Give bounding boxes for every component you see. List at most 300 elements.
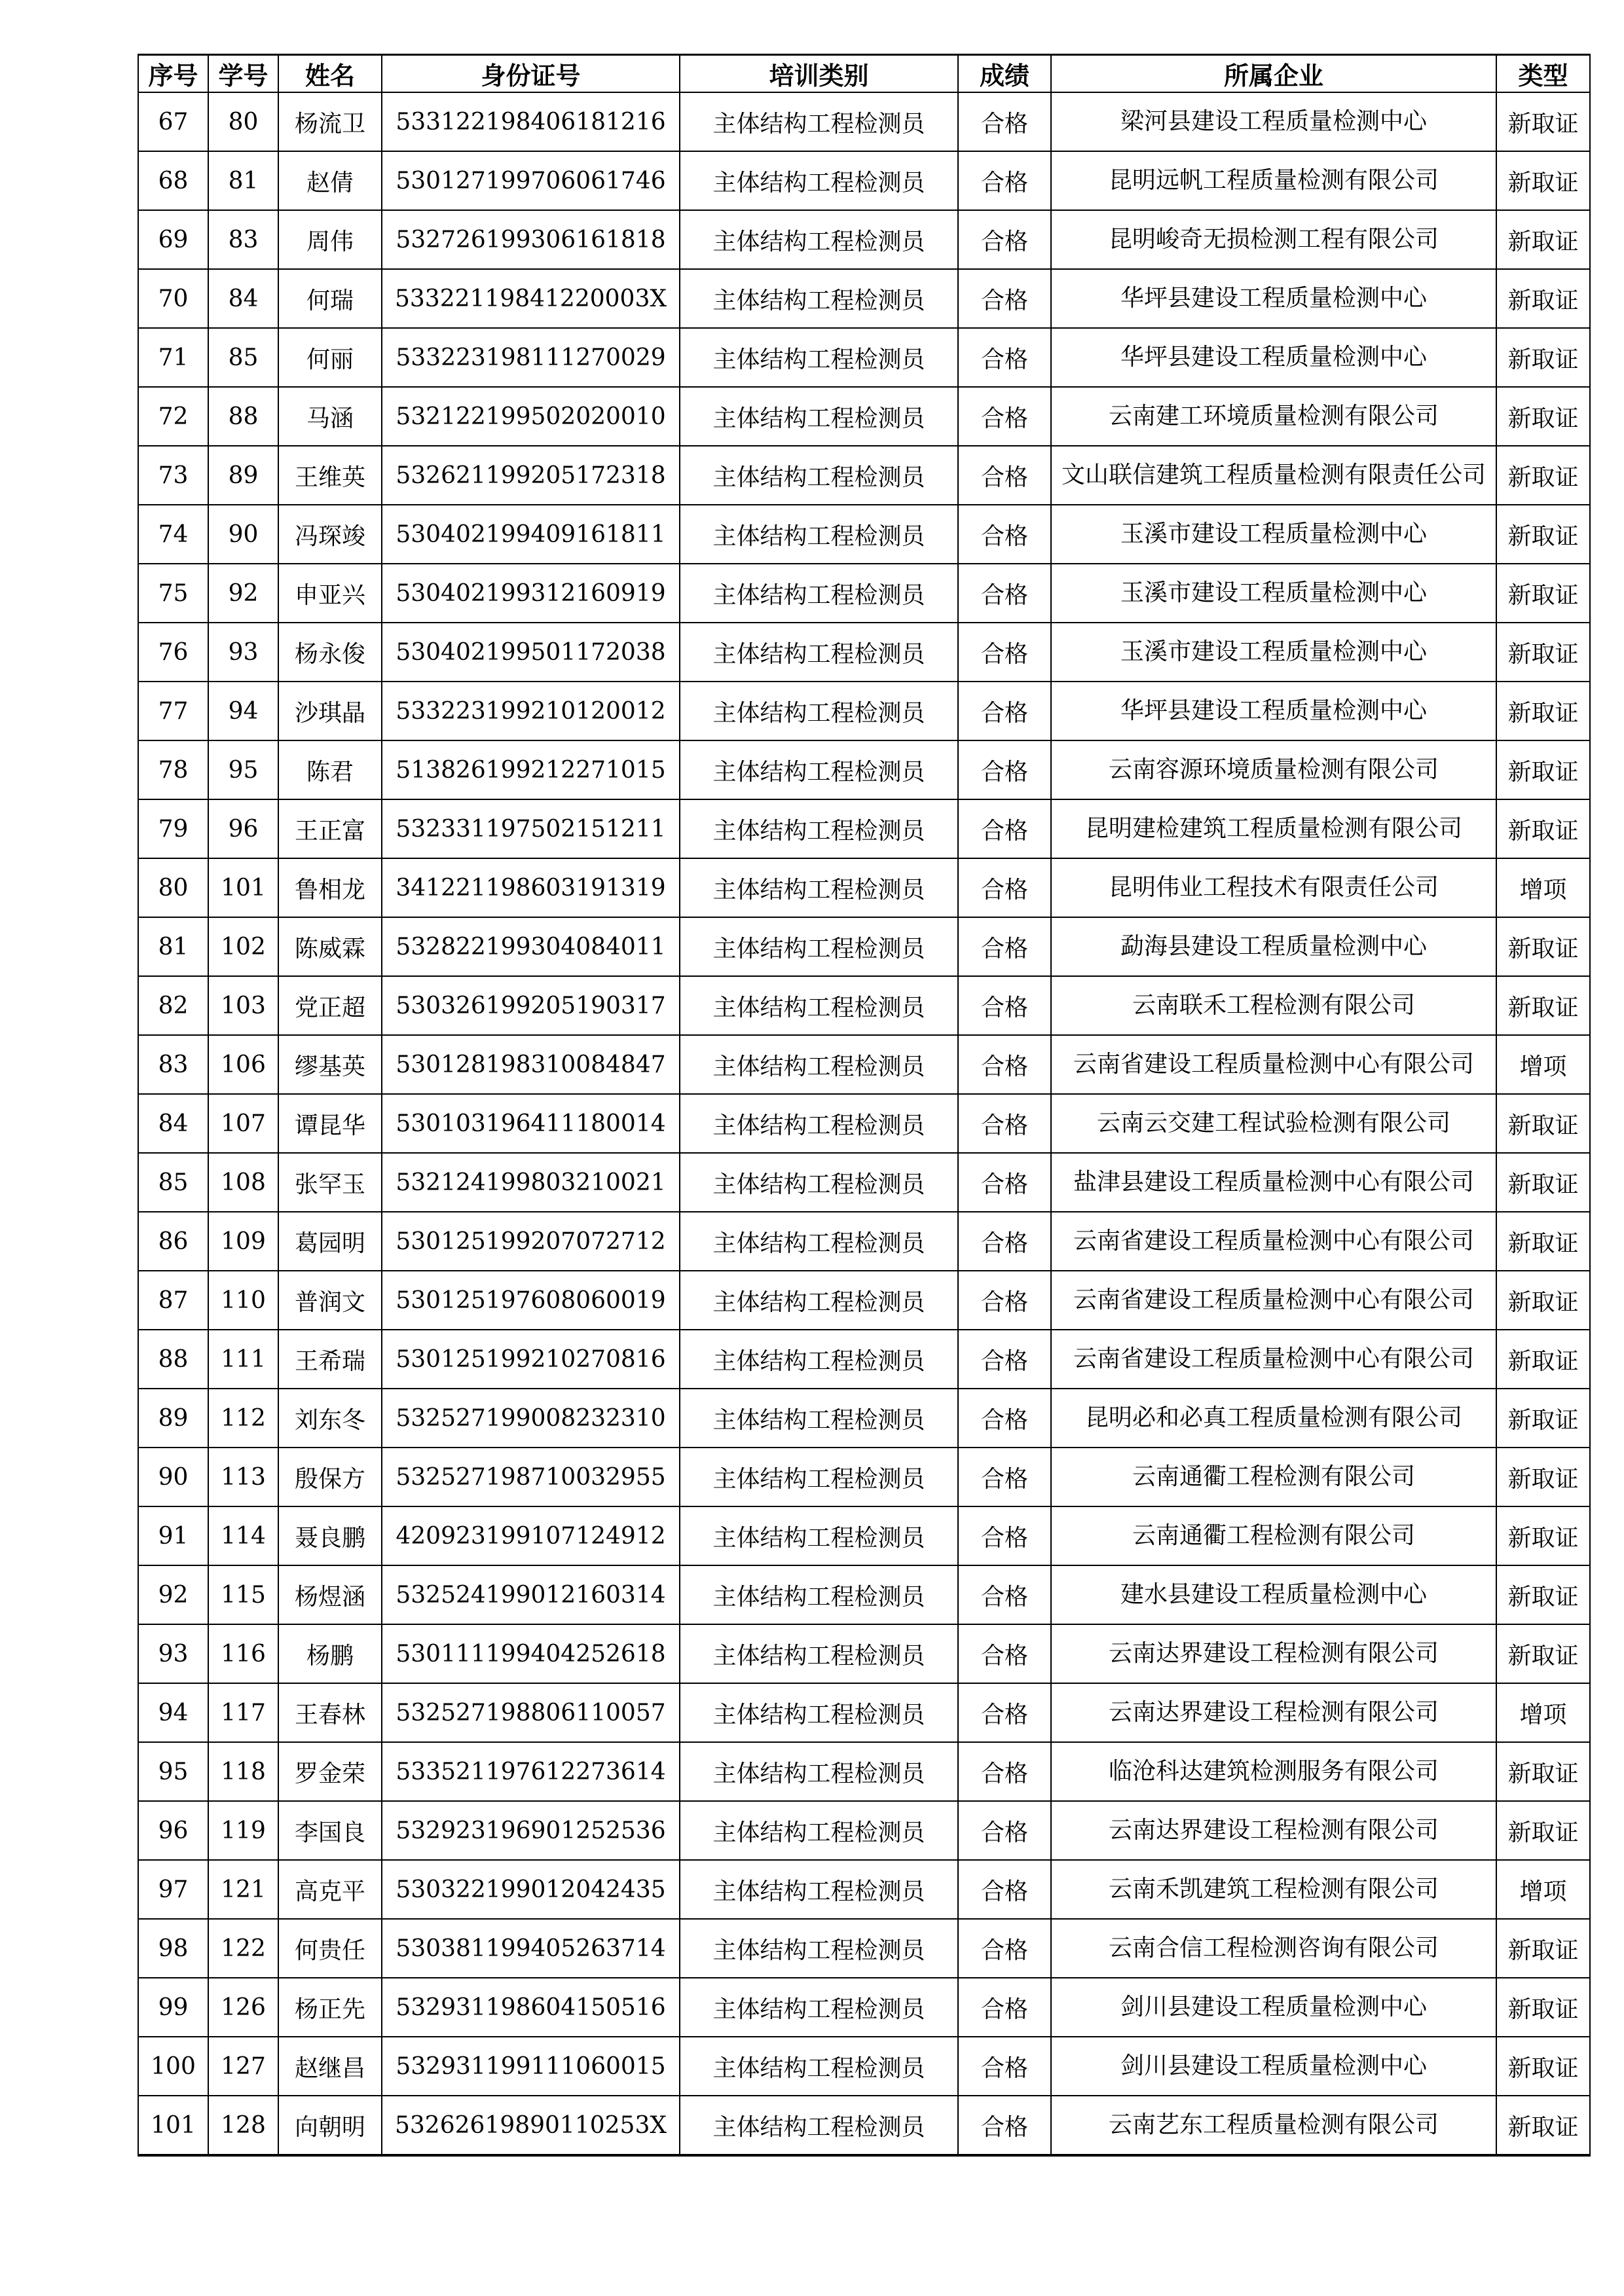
cell-company <box>1051 1801 1496 1860</box>
table-row <box>138 505 1590 564</box>
cell-training-category: 主体结构工程检测员 <box>680 1978 958 2037</box>
cell-training-category: 主体结构工程检测员 <box>680 387 958 446</box>
company-text: 云南省建设工程质量检测中心有限公司 <box>1073 1228 1474 1254</box>
table-row <box>138 1801 1590 1860</box>
cell-company <box>1051 682 1496 740</box>
company-text: 华坪县建设工程质量检测中心 <box>1120 697 1427 724</box>
cell-student-no: 89 <box>208 446 278 505</box>
cell-seq: 87 <box>138 1271 208 1330</box>
header-seq: 序号 <box>138 55 208 93</box>
cell-seq: 88 <box>138 1330 208 1389</box>
table-row <box>138 1565 1590 1624</box>
cell-id-number: 532524199012160314 <box>382 1565 680 1624</box>
cell-name: 马涵 <box>278 387 382 446</box>
cell-student-no: 116 <box>208 1624 278 1683</box>
table-row <box>138 1153 1590 1212</box>
cell-result: 合格 <box>958 1565 1051 1624</box>
company-text: 云南省建设工程质量检测中心有限公司 <box>1073 1051 1474 1078</box>
cell-id-number: 532527198806110057 <box>382 1683 680 1742</box>
cell-student-no: 93 <box>208 623 278 682</box>
cell-result: 合格 <box>958 682 1051 740</box>
company-text: 昆明伟业工程技术有限责任公司 <box>1108 874 1439 901</box>
cell-name: 申亚兴 <box>278 564 382 623</box>
cell-seq: 79 <box>138 799 208 858</box>
cell-seq: 70 <box>138 269 208 328</box>
cell-name: 王正富 <box>278 799 382 858</box>
cell-company <box>1051 151 1496 210</box>
company-text: 昆明必和必真工程质量检测有限公司 <box>1084 1404 1462 1431</box>
table-body <box>138 92 1590 2155</box>
table-row <box>138 328 1590 387</box>
table-row <box>138 1683 1590 1742</box>
cell-student-no: 101 <box>208 858 278 917</box>
cell-result: 合格 <box>958 1624 1051 1683</box>
cell-name: 赵继昌 <box>278 2037 382 2096</box>
cell-id-number: 530402199501172038 <box>382 623 680 682</box>
cell-type: 新取证 <box>1496 210 1590 269</box>
cell-id-number: 533521197612273614 <box>382 1742 680 1801</box>
company-text: 云南达界建设工程检测有限公司 <box>1108 1640 1439 1667</box>
cell-name: 鲁相龙 <box>278 858 382 917</box>
cell-seq: 72 <box>138 387 208 446</box>
company-text: 云南云交建工程试验检测有限公司 <box>1096 1110 1450 1137</box>
cell-training-category: 主体结构工程检测员 <box>680 740 958 799</box>
cell-id-number: 530322199012042435 <box>382 1860 680 1919</box>
header-company: 所属企业 <box>1051 55 1496 93</box>
table-row <box>138 1742 1590 1801</box>
cell-id-number: 530381199405263714 <box>382 1919 680 1978</box>
table-row <box>138 1389 1590 1448</box>
cell-seq: 93 <box>138 1624 208 1683</box>
cell-id-number: 532923196901252536 <box>382 1801 680 1860</box>
cell-student-no: 106 <box>208 1035 278 1094</box>
cell-training-category: 主体结构工程检测员 <box>680 1212 958 1271</box>
cell-id-number: 533223198111270029 <box>382 328 680 387</box>
company-text: 梁河县建设工程质量检测中心 <box>1120 108 1427 135</box>
cell-id-number: 341221198603191319 <box>382 858 680 917</box>
cell-training-category: 主体结构工程检测员 <box>680 1624 958 1683</box>
cell-training-category: 主体结构工程检测员 <box>680 1448 958 1506</box>
cell-result: 合格 <box>958 269 1051 328</box>
cell-name: 葛园明 <box>278 1212 382 1271</box>
cell-result: 合格 <box>958 1683 1051 1742</box>
cell-training-category: 主体结构工程检测员 <box>680 1860 958 1919</box>
cell-type: 新取证 <box>1496 1330 1590 1389</box>
cell-training-category: 主体结构工程检测员 <box>680 1094 958 1153</box>
table-row <box>138 269 1590 328</box>
cell-student-no: 113 <box>208 1448 278 1506</box>
cell-type: 增项 <box>1496 1035 1590 1094</box>
cell-name: 何贵任 <box>278 1919 382 1978</box>
cell-student-no: 107 <box>208 1094 278 1153</box>
cell-type: 新取证 <box>1496 1389 1590 1448</box>
cell-seq: 69 <box>138 210 208 269</box>
trainee-results-table <box>138 54 1591 2157</box>
cell-id-number: 530125199210270816 <box>382 1330 680 1389</box>
cell-seq: 100 <box>138 2037 208 2096</box>
cell-name: 陈君 <box>278 740 382 799</box>
table-row <box>138 858 1590 917</box>
header-type: 类型 <box>1496 55 1590 93</box>
company-text: 云南容源环境质量检测有限公司 <box>1108 756 1439 783</box>
table-row <box>138 2037 1590 2096</box>
cell-result: 合格 <box>958 1330 1051 1389</box>
cell-seq: 76 <box>138 623 208 682</box>
cell-id-number: 532331197502151211 <box>382 799 680 858</box>
cell-seq: 90 <box>138 1448 208 1506</box>
cell-type: 新取证 <box>1496 1271 1590 1330</box>
cell-training-category: 主体结构工程检测员 <box>680 564 958 623</box>
cell-seq: 68 <box>138 151 208 210</box>
cell-student-no: 119 <box>208 1801 278 1860</box>
cell-id-number: 532726199306161818 <box>382 210 680 269</box>
cell-student-no: 103 <box>208 976 278 1035</box>
cell-training-category: 主体结构工程检测员 <box>680 858 958 917</box>
cell-seq: 74 <box>138 505 208 564</box>
cell-company <box>1051 1448 1496 1506</box>
table-row <box>138 210 1590 269</box>
cell-type: 新取证 <box>1496 1094 1590 1153</box>
company-text: 华坪县建设工程质量检测中心 <box>1120 285 1427 312</box>
cell-type: 新取证 <box>1496 976 1590 1035</box>
cell-student-no: 118 <box>208 1742 278 1801</box>
cell-company <box>1051 1860 1496 1919</box>
company-text: 玉溪市建设工程质量检测中心 <box>1120 520 1427 547</box>
cell-name: 缪基英 <box>278 1035 382 1094</box>
cell-name: 王维英 <box>278 446 382 505</box>
cell-type: 新取证 <box>1496 446 1590 505</box>
cell-result: 合格 <box>958 505 1051 564</box>
cell-training-category: 主体结构工程检测员 <box>680 682 958 740</box>
cell-result: 合格 <box>958 1742 1051 1801</box>
company-text: 建水县建设工程质量检测中心 <box>1120 1581 1427 1608</box>
cell-result: 合格 <box>958 387 1051 446</box>
table-row <box>138 446 1590 505</box>
cell-type: 新取证 <box>1496 2096 1590 2155</box>
cell-company <box>1051 446 1496 505</box>
cell-training-category: 主体结构工程检测员 <box>680 210 958 269</box>
cell-name: 周伟 <box>278 210 382 269</box>
cell-student-no: 96 <box>208 799 278 858</box>
cell-training-category: 主体结构工程检测员 <box>680 917 958 976</box>
cell-seq: 92 <box>138 1565 208 1624</box>
cell-seq: 81 <box>138 917 208 976</box>
company-text: 云南省建设工程质量检测中心有限公司 <box>1073 1345 1474 1372</box>
header-result: 成绩 <box>958 55 1051 93</box>
cell-company <box>1051 1624 1496 1683</box>
company-text: 云南省建设工程质量检测中心有限公司 <box>1073 1286 1474 1313</box>
cell-training-category: 主体结构工程检测员 <box>680 623 958 682</box>
table-header-row <box>138 55 1590 93</box>
cell-type: 新取证 <box>1496 1742 1590 1801</box>
cell-id-number: 530128198310084847 <box>382 1035 680 1094</box>
cell-name: 王希瑞 <box>278 1330 382 1389</box>
cell-seq: 80 <box>138 858 208 917</box>
table-row <box>138 1624 1590 1683</box>
cell-training-category: 主体结构工程检测员 <box>680 2096 958 2155</box>
cell-seq: 96 <box>138 1801 208 1860</box>
company-text: 剑川县建设工程质量检测中心 <box>1120 1994 1427 2020</box>
cell-company <box>1051 623 1496 682</box>
company-text: 昆明峻奇无损检测工程有限公司 <box>1108 226 1439 253</box>
cell-name: 沙琪晶 <box>278 682 382 740</box>
cell-result: 合格 <box>958 2037 1051 2096</box>
cell-student-no: 109 <box>208 1212 278 1271</box>
cell-student-no: 90 <box>208 505 278 564</box>
cell-id-number: 532124199803210021 <box>382 1153 680 1212</box>
cell-result: 合格 <box>958 210 1051 269</box>
cell-company <box>1051 1035 1496 1094</box>
cell-type: 新取证 <box>1496 1448 1590 1506</box>
cell-name: 党正超 <box>278 976 382 1035</box>
company-text: 云南联禾工程检测有限公司 <box>1132 992 1415 1019</box>
cell-company <box>1051 328 1496 387</box>
cell-company <box>1051 917 1496 976</box>
company-text: 玉溪市建设工程质量检测中心 <box>1120 638 1427 665</box>
cell-seq: 73 <box>138 446 208 505</box>
cell-name: 张罕玉 <box>278 1153 382 1212</box>
cell-name: 杨正先 <box>278 1978 382 2037</box>
company-text: 盐津县建设工程质量检测中心有限公司 <box>1073 1169 1474 1195</box>
table-row <box>138 1506 1590 1565</box>
cell-name: 何丽 <box>278 328 382 387</box>
cell-seq: 91 <box>138 1506 208 1565</box>
cell-id-number: 530103196411180014 <box>382 1094 680 1153</box>
cell-result: 合格 <box>958 1153 1051 1212</box>
table-row <box>138 1978 1590 2037</box>
cell-type: 新取证 <box>1496 1801 1590 1860</box>
company-text: 云南达界建设工程检测有限公司 <box>1108 1699 1439 1726</box>
table-row <box>138 1448 1590 1506</box>
cell-name: 杨永俊 <box>278 623 382 682</box>
cell-name: 冯琛竣 <box>278 505 382 564</box>
cell-id-number: 530125199207072712 <box>382 1212 680 1271</box>
cell-result: 合格 <box>958 1801 1051 1860</box>
table-row <box>138 1860 1590 1919</box>
cell-id-number: 532527199008232310 <box>382 1389 680 1448</box>
cell-company <box>1051 505 1496 564</box>
table-row <box>138 1212 1590 1271</box>
cell-name: 向朝明 <box>278 2096 382 2155</box>
table-row <box>138 799 1590 858</box>
cell-name: 陈威霖 <box>278 917 382 976</box>
cell-student-no: 80 <box>208 92 278 151</box>
cell-type: 新取证 <box>1496 505 1590 564</box>
cell-training-category: 主体结构工程检测员 <box>680 1271 958 1330</box>
cell-student-no: 122 <box>208 1919 278 1978</box>
header-training-category: 培训类别 <box>680 55 958 93</box>
cell-id-number: 530326199205190317 <box>382 976 680 1035</box>
cell-id-number: 53322119841220003X <box>382 269 680 328</box>
table-row <box>138 976 1590 1035</box>
cell-company <box>1051 1153 1496 1212</box>
cell-name: 殷保方 <box>278 1448 382 1506</box>
cell-training-category: 主体结构工程检测员 <box>680 269 958 328</box>
cell-result: 合格 <box>958 1271 1051 1330</box>
cell-seq: 94 <box>138 1683 208 1742</box>
cell-result: 合格 <box>958 151 1051 210</box>
cell-seq: 78 <box>138 740 208 799</box>
table-row <box>138 1035 1590 1094</box>
cell-training-category: 主体结构工程检测员 <box>680 328 958 387</box>
cell-company <box>1051 1506 1496 1565</box>
cell-id-number: 533223199210120012 <box>382 682 680 740</box>
cell-company <box>1051 387 1496 446</box>
cell-student-no: 114 <box>208 1506 278 1565</box>
cell-seq: 75 <box>138 564 208 623</box>
cell-type: 新取证 <box>1496 1153 1590 1212</box>
cell-id-number: 420923199107124912 <box>382 1506 680 1565</box>
cell-seq: 95 <box>138 1742 208 1801</box>
company-text: 临沧科达建筑检测服务有限公司 <box>1108 1758 1439 1785</box>
cell-seq: 67 <box>138 92 208 151</box>
cell-type: 新取证 <box>1496 1212 1590 1271</box>
cell-result: 合格 <box>958 740 1051 799</box>
table-row <box>138 1271 1590 1330</box>
table-row <box>138 1094 1590 1153</box>
company-text: 云南达界建设工程检测有限公司 <box>1108 1817 1439 1844</box>
cell-company <box>1051 564 1496 623</box>
cell-result: 合格 <box>958 328 1051 387</box>
company-text: 云南建工环境质量检测有限公司 <box>1108 403 1439 429</box>
cell-company <box>1051 210 1496 269</box>
header-name: 姓名 <box>278 55 382 93</box>
company-text: 文山联信建筑工程质量检测有限责任公司 <box>1061 462 1486 488</box>
cell-training-category: 主体结构工程检测员 <box>680 1389 958 1448</box>
cell-id-number: 532122199502020010 <box>382 387 680 446</box>
cell-result: 合格 <box>958 1035 1051 1094</box>
header-student-no: 学号 <box>208 55 278 93</box>
company-text: 云南合信工程检测咨询有限公司 <box>1108 1935 1439 1961</box>
cell-student-no: 110 <box>208 1271 278 1330</box>
cell-company <box>1051 1919 1496 1978</box>
cell-type: 新取证 <box>1496 682 1590 740</box>
cell-id-number: 530111199404252618 <box>382 1624 680 1683</box>
company-text: 剑川县建设工程质量检测中心 <box>1120 2052 1427 2079</box>
cell-student-no: 95 <box>208 740 278 799</box>
table-row <box>138 387 1590 446</box>
cell-company <box>1051 799 1496 858</box>
cell-student-no: 85 <box>208 328 278 387</box>
cell-type: 新取证 <box>1496 328 1590 387</box>
cell-training-category: 主体结构工程检测员 <box>680 1506 958 1565</box>
cell-name: 普润文 <box>278 1271 382 1330</box>
cell-id-number: 532931198604150516 <box>382 1978 680 2037</box>
cell-name: 赵倩 <box>278 151 382 210</box>
cell-name: 李国良 <box>278 1801 382 1860</box>
cell-result: 合格 <box>958 1094 1051 1153</box>
cell-student-no: 81 <box>208 151 278 210</box>
cell-result: 合格 <box>958 1212 1051 1271</box>
company-text: 昆明远帆工程质量检测有限公司 <box>1108 167 1439 194</box>
cell-result: 合格 <box>958 1919 1051 1978</box>
cell-type: 新取证 <box>1496 151 1590 210</box>
cell-company <box>1051 1330 1496 1389</box>
cell-company <box>1051 2096 1496 2155</box>
cell-company <box>1051 858 1496 917</box>
company-text: 云南通衢工程检测有限公司 <box>1132 1463 1415 1490</box>
cell-training-category: 主体结构工程检测员 <box>680 799 958 858</box>
cell-type: 新取证 <box>1496 623 1590 682</box>
company-text: 华坪县建设工程质量检测中心 <box>1120 344 1427 371</box>
cell-company <box>1051 1094 1496 1153</box>
cell-student-no: 84 <box>208 269 278 328</box>
cell-type: 新取证 <box>1496 92 1590 151</box>
cell-seq: 84 <box>138 1094 208 1153</box>
cell-training-category: 主体结构工程检测员 <box>680 2037 958 2096</box>
cell-training-category: 主体结构工程检测员 <box>680 1683 958 1742</box>
cell-name: 杨流卫 <box>278 92 382 151</box>
cell-result: 合格 <box>958 1448 1051 1506</box>
cell-type: 新取证 <box>1496 1919 1590 1978</box>
cell-student-no: 121 <box>208 1860 278 1919</box>
cell-id-number: 530402199312160919 <box>382 564 680 623</box>
cell-type: 增项 <box>1496 1683 1590 1742</box>
cell-type: 新取证 <box>1496 917 1590 976</box>
cell-student-no: 128 <box>208 2096 278 2155</box>
cell-training-category: 主体结构工程检测员 <box>680 92 958 151</box>
cell-type: 新取证 <box>1496 2037 1590 2096</box>
cell-name: 聂良鹏 <box>278 1506 382 1565</box>
cell-type: 新取证 <box>1496 387 1590 446</box>
cell-training-category: 主体结构工程检测员 <box>680 1330 958 1389</box>
table-row <box>138 564 1590 623</box>
cell-seq: 98 <box>138 1919 208 1978</box>
cell-training-category: 主体结构工程检测员 <box>680 1742 958 1801</box>
cell-company <box>1051 269 1496 328</box>
cell-training-category: 主体结构工程检测员 <box>680 1153 958 1212</box>
cell-company <box>1051 2037 1496 2096</box>
cell-type: 增项 <box>1496 1860 1590 1919</box>
cell-id-number: 532621199205172318 <box>382 446 680 505</box>
cell-result: 合格 <box>958 446 1051 505</box>
cell-result: 合格 <box>958 2096 1051 2155</box>
cell-training-category: 主体结构工程检测员 <box>680 446 958 505</box>
cell-id-number: 530125197608060019 <box>382 1271 680 1330</box>
cell-training-category: 主体结构工程检测员 <box>680 151 958 210</box>
cell-type: 新取证 <box>1496 1978 1590 2037</box>
cell-company <box>1051 1212 1496 1271</box>
cell-student-no: 111 <box>208 1330 278 1389</box>
cell-seq: 97 <box>138 1860 208 1919</box>
cell-result: 合格 <box>958 623 1051 682</box>
cell-student-no: 108 <box>208 1153 278 1212</box>
cell-id-number: 530402199409161811 <box>382 505 680 564</box>
cell-student-no: 117 <box>208 1683 278 1742</box>
cell-name: 杨煜涵 <box>278 1565 382 1624</box>
cell-training-category: 主体结构工程检测员 <box>680 505 958 564</box>
cell-id-number: 533122198406181216 <box>382 92 680 151</box>
table-row <box>138 1330 1590 1389</box>
cell-seq: 99 <box>138 1978 208 2037</box>
cell-id-number: 513826199212271015 <box>382 740 680 799</box>
cell-id-number: 532527198710032955 <box>382 1448 680 1506</box>
table-row <box>138 1919 1590 1978</box>
cell-student-no: 126 <box>208 1978 278 2037</box>
cell-result: 合格 <box>958 1389 1051 1448</box>
table-row <box>138 682 1590 740</box>
cell-type: 新取证 <box>1496 799 1590 858</box>
company-text: 勐海县建设工程质量检测中心 <box>1120 933 1427 960</box>
company-text: 云南禾凯建筑工程检测有限公司 <box>1108 1876 1439 1903</box>
cell-student-no: 94 <box>208 682 278 740</box>
cell-company <box>1051 1389 1496 1448</box>
cell-student-no: 102 <box>208 917 278 976</box>
cell-seq: 85 <box>138 1153 208 1212</box>
cell-seq: 101 <box>138 2096 208 2155</box>
cell-training-category: 主体结构工程检测员 <box>680 1919 958 1978</box>
cell-training-category: 主体结构工程检测员 <box>680 976 958 1035</box>
